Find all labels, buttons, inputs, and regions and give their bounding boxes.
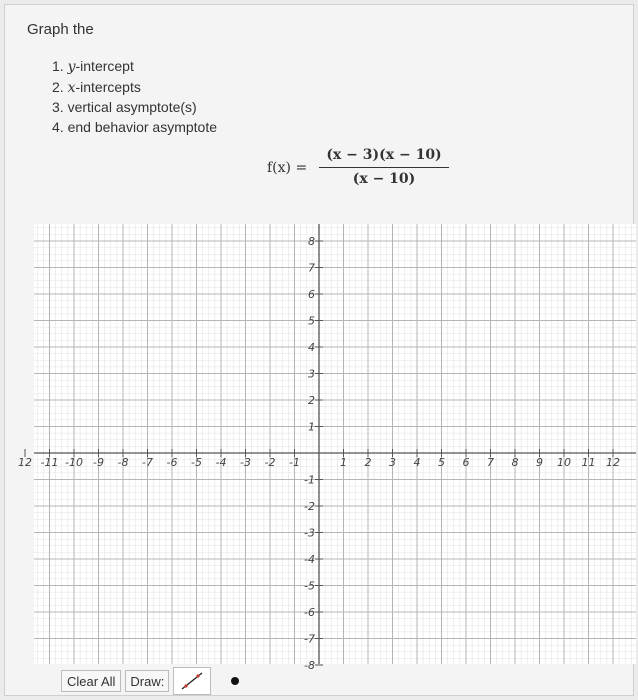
y-tick-label: 6 xyxy=(308,288,315,301)
y-tick-label: -1 xyxy=(304,473,315,487)
task-list xyxy=(52,57,217,137)
line-tool-icon xyxy=(174,668,210,694)
x-tick-label: 9 xyxy=(536,456,543,469)
y-tick-label: -5 xyxy=(304,579,315,593)
y-tick-label: -6 xyxy=(304,606,315,619)
x-tick-label: -8 xyxy=(117,456,129,469)
fraction-bar xyxy=(319,167,449,168)
y-tick-label: 2 xyxy=(308,394,315,407)
x-tick-label: -10 xyxy=(65,456,83,469)
x-tick-label: -5 xyxy=(191,456,202,469)
question-panel xyxy=(4,4,634,696)
x-tick-label: 10 xyxy=(557,456,571,469)
task-item: 2. x-intercepts xyxy=(52,78,141,96)
line-tool-button[interactable] xyxy=(173,667,211,695)
x-tick-label: 1 xyxy=(340,456,347,469)
x-tick-label: 5 xyxy=(438,456,445,469)
x-tick-label: 4 xyxy=(413,456,421,469)
task-item: 3. vertical asymptote(s) xyxy=(52,99,197,115)
formula-numerator: (x − 3)(x − 10) xyxy=(326,147,442,163)
task-item: 4. end behavior asymptote xyxy=(52,118,218,135)
y-tick-label: -7 xyxy=(304,632,315,646)
y-tick-label: -4 xyxy=(304,553,315,566)
point-tool-icon xyxy=(231,677,239,685)
x-tick-label: -7 xyxy=(142,456,153,469)
y-tick-label: 7 xyxy=(308,261,315,275)
x-tick-label: 2 xyxy=(364,456,372,469)
x-tick-label: -2 xyxy=(264,456,276,469)
point-tool-button[interactable] xyxy=(215,667,253,695)
y-tick-label: -3 xyxy=(304,526,315,540)
x-tick-label: 7 xyxy=(487,456,494,469)
clear-all-button[interactable]: Clear All xyxy=(61,670,121,692)
question-heading: Graph the xyxy=(27,21,94,38)
formula-denominator: (x − 10) xyxy=(352,171,416,187)
y-tick-label: 5 xyxy=(308,314,315,328)
formula-fraction xyxy=(319,147,449,187)
x-tick-label: -3 xyxy=(240,456,251,469)
y-tick-label: -8 xyxy=(304,659,315,672)
graph-toolbar xyxy=(61,667,253,695)
x-tick-label: 3 xyxy=(389,456,396,469)
coordinate-grid[interactable] xyxy=(18,224,636,672)
x-tick-label: 11 xyxy=(581,456,596,469)
x-tick-label: -1 xyxy=(289,456,300,469)
x-tick-label: -9 xyxy=(93,456,104,469)
x-tick-label: -6 xyxy=(166,456,178,469)
formula-lhs: f(x) = xyxy=(267,160,308,176)
y-tick-label: 3 xyxy=(308,367,315,381)
y-tick-label: -2 xyxy=(304,500,315,513)
x-tick-label: 12 xyxy=(18,456,32,469)
x-tick-label: -11 xyxy=(40,456,59,469)
x-tick-label: 6 xyxy=(462,456,470,469)
x-tick-label: -4 xyxy=(215,456,227,469)
x-tick-label: 12 xyxy=(606,456,620,469)
x-tick-label: 8 xyxy=(511,456,519,469)
draw-label: Draw: xyxy=(125,670,169,692)
y-tick-label: 1 xyxy=(308,420,315,434)
graph-area[interactable] xyxy=(18,224,636,672)
task-item: 1. y-intercept xyxy=(52,58,134,75)
y-tick-label: 4 xyxy=(308,341,315,354)
y-tick-label: 8 xyxy=(308,235,315,248)
